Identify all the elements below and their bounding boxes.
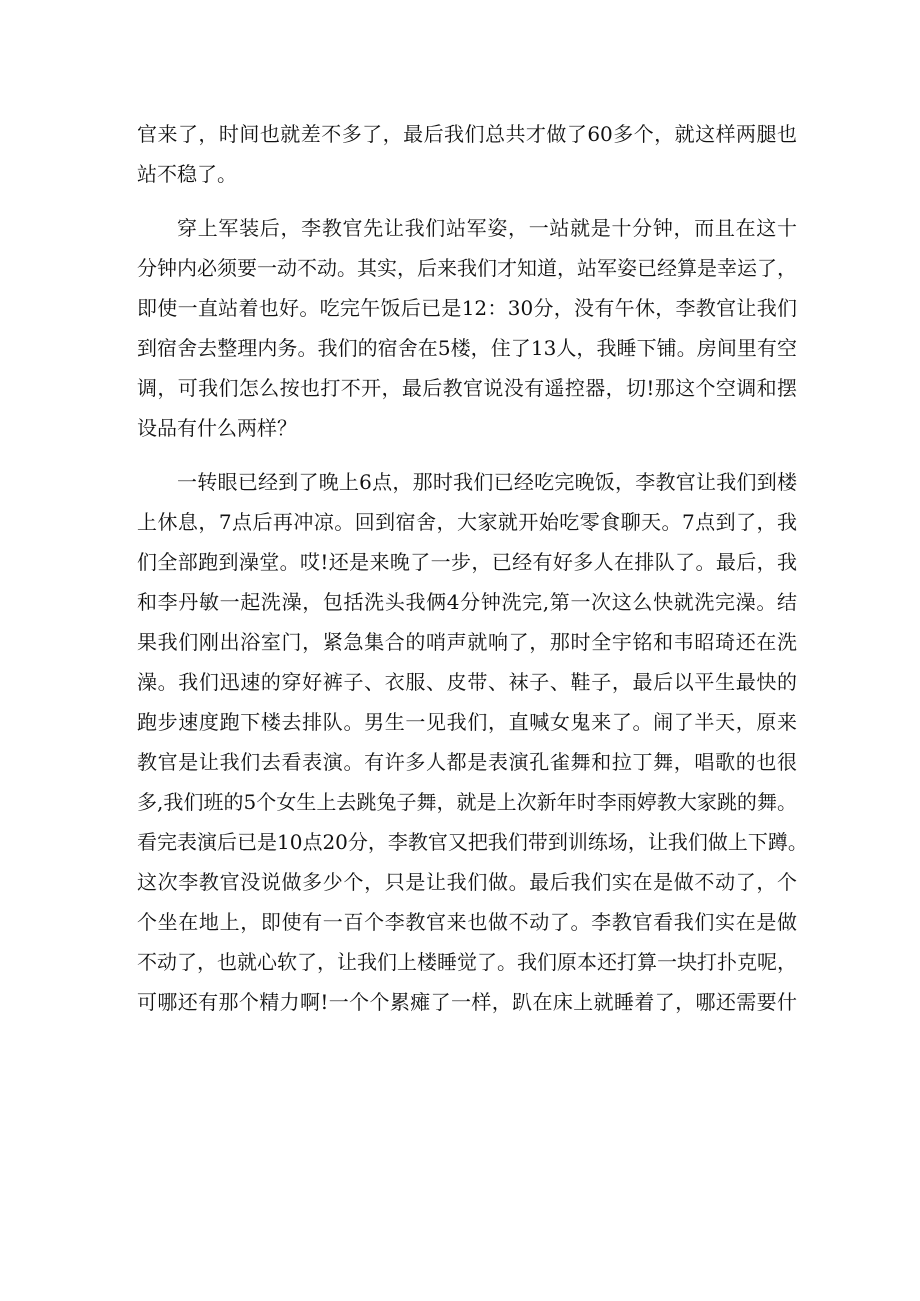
paragraph <box>137 462 808 1022</box>
paragraph <box>137 208 797 448</box>
document-body <box>137 114 808 1022</box>
text-line: 可哪还有那个精力啊!一个个累瘫了一样，趴在床上就睡着了，哪还需要什 <box>137 990 797 1014</box>
text-line: 官来了，时间也就差不多了，最后我们总共才做了60多个，就这样两腿也 <box>137 122 797 146</box>
text-line: 多,我们班的5个女生上去跳兔子舞，就是上次新年时李雨婷教大家跳的舞。 <box>137 790 797 814</box>
text-line: 这次李教官没说做多少个，只是让我们做。最后我们实在是做不动了，个 <box>137 870 797 894</box>
text-line: 即使一直站着也好。吃完午饭后已是12：30分，没有午休，李教官让我们 <box>137 296 797 320</box>
text-line: 教官是让我们去看表演。有许多人都是表演孔雀舞和拉丁舞，唱歌的也很 <box>137 750 797 774</box>
text-line: 果我们刚出浴室门，紧急集合的哨声就响了，那时全宇铭和韦昭琦还在洗 <box>137 630 797 654</box>
text-line: 们全部跑到澡堂。哎!还是来晚了一步，已经有好多人在排队了。最后，我 <box>137 550 797 574</box>
paragraph <box>137 114 797 194</box>
text-line: 上休息，7点后再冲凉。回到宿舍，大家就开始吃零食聊天。7点到了，我 <box>137 510 797 534</box>
text-line: 分钟内必须要一动不动。其实，后来我们才知道，站军姿已经算是幸运了， <box>137 256 797 280</box>
text-line: 跑步速度跑下楼去排队。男生一见我们，直喊女鬼来了。闹了半天，原来 <box>137 710 797 734</box>
text-line: 不动了，也就心软了，让我们上楼睡觉了。我们原本还打算一块打扑克呢， <box>137 950 797 974</box>
text-line: 站不稳了。 <box>137 162 237 186</box>
text-line: 一转眼已经到了晚上6点，那时我们已经吃完晚饭，李教官让我们到楼 <box>177 470 797 494</box>
text-line: 和李丹敏一起洗澡，包括洗头我俩4分钟洗完,第一次这么快就洗完澡。结 <box>137 590 797 614</box>
text-line: 看完表演后已是10点20分，李教官又把我们带到训练场，让我们做上下蹲。 <box>137 830 808 854</box>
text-line: 澡。我们迅速的穿好裤子、衣服、皮带、袜子、鞋子，最后以平生最快的 <box>137 670 797 694</box>
text-line: 调，可我们怎么按也打不开，最后教官说没有遥控器，切!那这个空调和摆 <box>137 376 797 400</box>
text-line: 个坐在地上，即使有一百个李教官来也做不动了。李教官看我们实在是做 <box>137 910 797 934</box>
text-line: 设品有什么两样？ <box>137 416 297 440</box>
text-line: 穿上军装后，李教官先让我们站军姿，一站就是十分钟，而且在这十 <box>177 216 797 240</box>
text-line: 到宿舍去整理内务。我们的宿舍在5楼，住了13人，我睡下铺。房间里有空 <box>137 336 797 360</box>
